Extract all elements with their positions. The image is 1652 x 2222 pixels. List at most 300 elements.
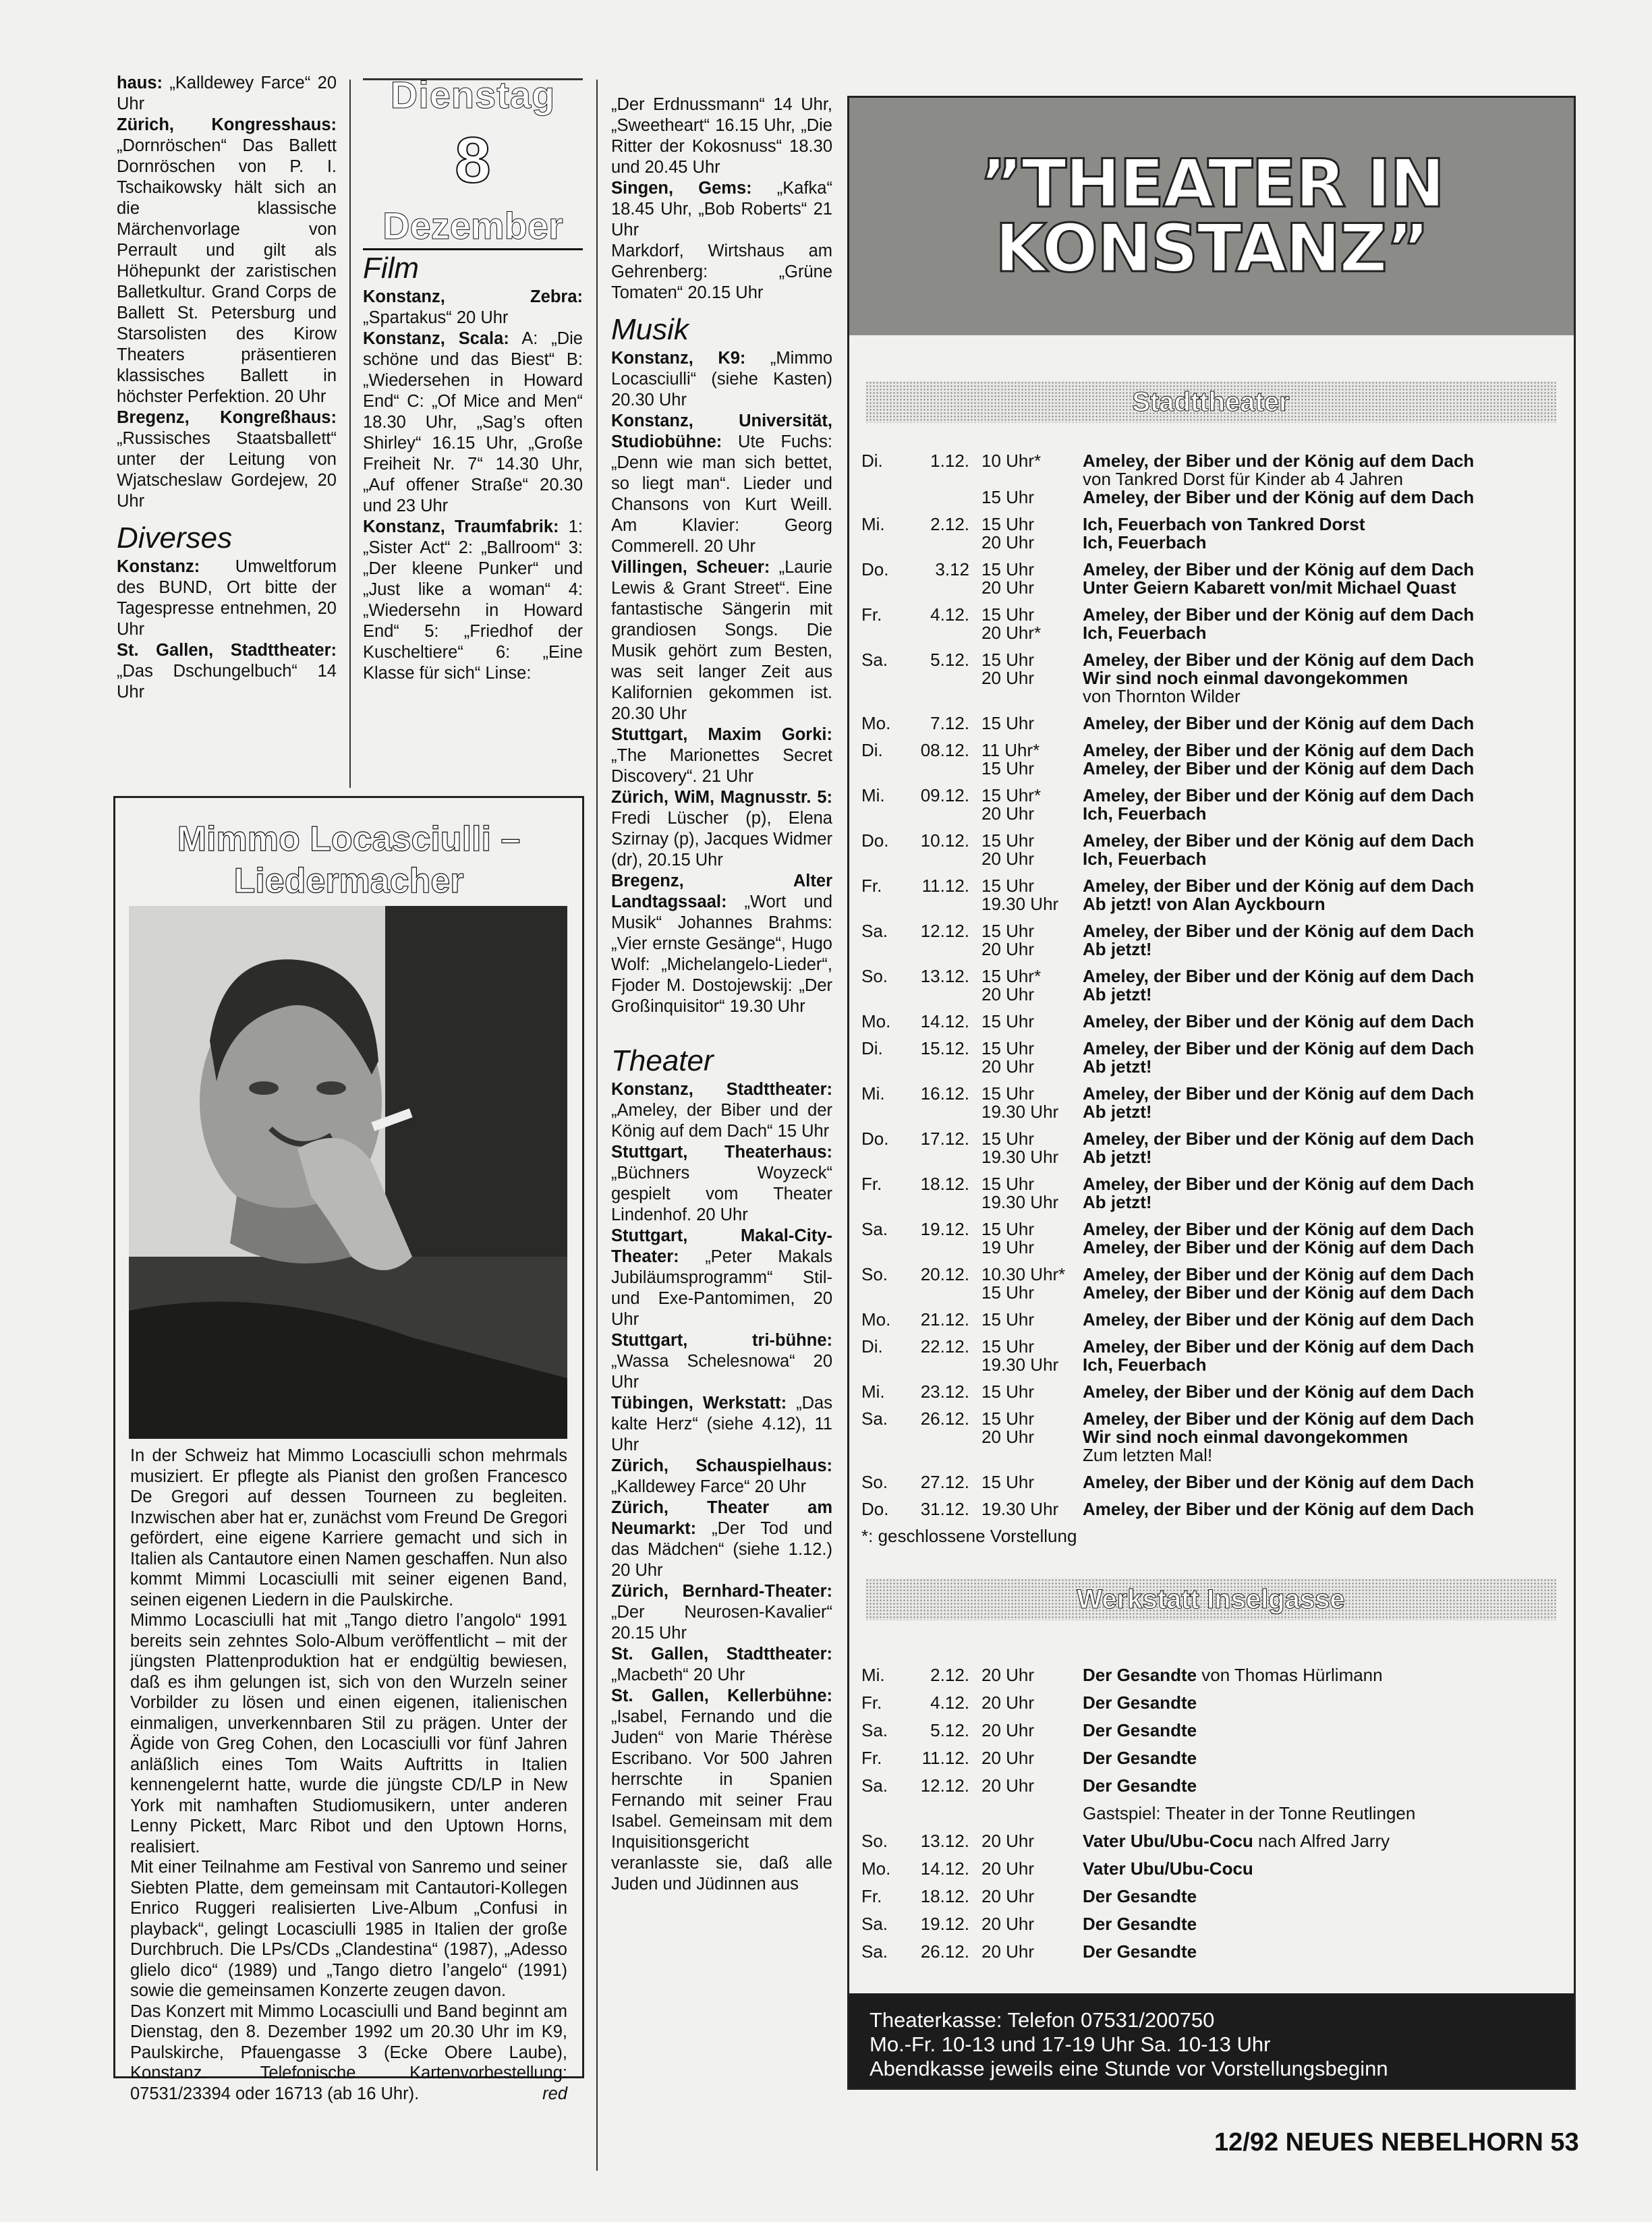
date: 08.12. — [920, 740, 969, 760]
schedule-row — [861, 1721, 1563, 1740]
time: 15 Uhr — [981, 559, 1035, 579]
schedule-row — [861, 1175, 1563, 1193]
listing-entry — [611, 241, 832, 304]
play-title: Ameley, der Biber und der König auf dem Dach — [1083, 1237, 1475, 1257]
evening-box-office: Abendkasse jeweils eine Stunde vor Vorstellungsbeginn — [870, 2057, 1388, 2080]
play-title — [1083, 1694, 1563, 1712]
date: 18.12. — [920, 1174, 969, 1194]
date-weekday: Dienstag — [390, 74, 556, 116]
feature-paragraph: Mimmo Locasciulli hat mit „Tango dietro l’angolo“ 1991 bereits sein zehntes Solo-Album veröffentlicht – mit der jüngsten Plattenproduktion hat er endgültig bewiesen, daß es ihm gelungen ist, sich von den Wurzeln seiner Vorbilder zu lösen und einen eigenen, italienischen einmaligen, unverkennbaren Stil zu prägen. Unter der Ägide von Greg Cohen, den Locasciulli vor fünf Jahren anläßlich eines Tom Waits Auftritts in Italien kennengelernt hatte, wurde die jüngste CD/LP in New York mit namhaften Studiomusikern, unter anderen Lenny Pickett, Marc Ribot und den Uptown Horns, realisiert. — [130, 1611, 567, 1856]
time: 20 Uhr — [981, 577, 1035, 598]
date — [909, 1356, 981, 1374]
date: 16.12. — [920, 1083, 969, 1104]
time: 10.30 Uhr* — [981, 1264, 1066, 1284]
column-rule — [596, 80, 598, 2171]
listing-venue: Stuttgart, Makal-City-Theater: — [611, 1226, 832, 1266]
play-title — [1083, 1721, 1563, 1740]
band-werkstatt — [865, 1578, 1556, 1620]
listing-detail: „Kalldewey Farce“ 20 Uhr — [611, 1477, 807, 1496]
date-day-number: 8 — [455, 124, 491, 196]
listing-entry — [117, 557, 337, 640]
weekday: Sa. — [861, 1775, 888, 1796]
play-name: Der Gesandte — [1083, 1941, 1197, 1962]
listing-entry — [611, 1686, 832, 1895]
schedule-row — [861, 1500, 1563, 1518]
time: 20 Uhr — [981, 1056, 1035, 1077]
listing-entry — [363, 329, 583, 517]
schedule-row — [861, 1860, 1563, 1878]
schedule-day — [861, 515, 1563, 552]
play-title: Ameley, der Biber und der König auf dem Dach — [1083, 1011, 1475, 1031]
time: 15 Uhr — [981, 876, 1035, 896]
theater-box — [847, 96, 1576, 2090]
schedule-day — [861, 877, 1563, 913]
listing-entry — [611, 1456, 832, 1498]
schedule-row — [861, 760, 1563, 778]
listing-entry — [611, 411, 832, 557]
date: 19.12. — [920, 1219, 969, 1239]
weekday — [861, 534, 909, 552]
box-office-phone: Theaterkasse: Telefon 07531/200750 — [870, 2008, 1215, 2032]
listing-detail: Ute Fuchs: „Denn wie man sich bettet, so liegt man“. Lieder und Chansons von Kurt Weill. Am Klavier: Georg Commerell. 20 Uhr — [611, 432, 832, 556]
date: 09.12. — [920, 785, 969, 805]
listing-entry — [363, 287, 583, 329]
schedule-row — [861, 1356, 1563, 1374]
play-title — [1083, 1915, 1563, 1933]
play-name: Der Gesandte — [1083, 1720, 1197, 1740]
listing-entry — [611, 94, 832, 178]
time: 15 Uhr* — [981, 966, 1042, 986]
weekday: So. — [861, 1264, 888, 1284]
time: 20 Uhr — [981, 984, 1035, 1004]
play-title: Ab jetzt! — [1083, 1147, 1152, 1167]
play-name: Vater Ubu/Ubu-Cocu — [1083, 1858, 1253, 1879]
date: 12.12. — [920, 921, 969, 941]
time: 19.30 Uhr — [981, 1499, 1059, 1519]
schedule-row — [861, 470, 1563, 488]
play-title: Ameley, der Biber und der König auf dem Dach — [1083, 1408, 1475, 1429]
listing-detail: „Dornröschen“ Das Ballett Dornröschen von P. I. Tschaikowsky hält sich an die klassische Märchenvorlage von Perrault und gilt als Höhepunkt der zaristischen Balletkultur. Grand Corps de Ballett St. Petersburg und Starsolisten des Kirow Theaters präsentieren klassisches Ballett in höchster Perfektion. 20 Uhr — [117, 136, 337, 406]
schedule-day — [861, 967, 1563, 1004]
time: 15 Uhr — [981, 1282, 1035, 1303]
weekday — [861, 760, 909, 778]
schedule-day — [861, 1013, 1563, 1031]
box-office-footer — [849, 1993, 1574, 2088]
weekday — [861, 470, 909, 488]
time: 15 Uhr — [981, 1174, 1035, 1194]
weekday — [861, 1193, 909, 1212]
time: 20 Uhr — [981, 1858, 1035, 1879]
schedule-row — [861, 967, 1563, 986]
weekday: So. — [861, 1831, 888, 1851]
listing-detail: „Der Tod und das Mädchen“ (siehe 1.12.) 20 Uhr — [611, 1519, 832, 1580]
time: 19.30 Uhr — [981, 1192, 1059, 1212]
play-title — [1083, 1943, 1563, 1961]
play-title: Ameley, der Biber und der König auf dem Dach — [1083, 876, 1475, 896]
listing-entry — [363, 517, 583, 684]
weekday: Mo. — [861, 1011, 891, 1031]
weekday: Fr. — [861, 1174, 882, 1194]
schedule-row — [861, 1428, 1563, 1446]
box-office-hours: Mo.-Fr. 10-13 und 17-19 Uhr Sa. 10-13 Uhr — [870, 2032, 1271, 2056]
play-title — [1083, 1832, 1563, 1850]
schedule-row — [861, 741, 1563, 760]
feature-paragraph: Mit einer Teilnahme am Festival von Sanremo und seiner Siebten Platte, dem gemeinsam mit Cantautori-Kollegen Enrico Ruggeri realisierten Live-Album „Confusi in playback“, gelingt Locasciulli 1985 in Italien der große Durchbruch. Die LPs/CDs „Clandestina“ (1987), „Adesso glielo dico“ (1989) und „Tango dietro l’angelo“ (1991) sowie die gemeinsamen Konzerte zeugen davon. — [130, 1858, 567, 2000]
listing-entry — [117, 73, 337, 115]
listing-detail: „Mimmo Locasciulli“ (siehe Kasten) 20.30 Uhr — [611, 349, 833, 409]
play-title: Ameley, der Biber und der König auf dem Dach — [1083, 1174, 1475, 1194]
time: 20 Uhr — [981, 1886, 1035, 1906]
column-1 — [117, 73, 337, 703]
date: 15.12. — [920, 1038, 969, 1058]
weekday: Mo. — [861, 1858, 891, 1879]
play-title: Ameley, der Biber und der König auf dem Dach — [1083, 830, 1475, 851]
schedule-day — [861, 1175, 1563, 1212]
listing-entry — [611, 1581, 832, 1644]
date: 12.12. — [920, 1775, 969, 1796]
theater-box-title: ”THEATER IN KONSTANZ” — [979, 146, 1444, 287]
date: 4.12. — [930, 1692, 969, 1713]
schedule-day — [861, 452, 1563, 507]
date — [909, 850, 981, 868]
listing-venue: St. Gallen, Kellerbühne: — [611, 1686, 832, 1705]
date-header — [363, 73, 583, 250]
listing-entry — [117, 115, 337, 407]
date — [909, 1103, 981, 1121]
weekday — [861, 1148, 909, 1166]
time: 15 Uhr — [981, 604, 1035, 625]
portrait-photo — [129, 906, 567, 1439]
time: 15 Uhr — [981, 1472, 1035, 1492]
listing-venue: Zürich, Kongresshaus: — [117, 115, 337, 134]
weekday: Mi. — [861, 785, 885, 805]
weekday: Fr. — [861, 1886, 882, 1906]
date: 5.12. — [930, 650, 969, 670]
time — [981, 1804, 1083, 1823]
date — [909, 1058, 981, 1076]
weekday: Fr. — [861, 604, 882, 625]
schedule-row — [861, 1311, 1563, 1329]
time: 20 Uhr — [981, 939, 1035, 959]
play-title: von Thornton Wilder — [1083, 686, 1241, 706]
schedule-row — [861, 1410, 1563, 1428]
schedule-row — [861, 1193, 1563, 1212]
schedule-row — [861, 1103, 1563, 1121]
time: 20 Uhr — [981, 1941, 1035, 1962]
play-name: Der Gesandte — [1083, 1886, 1197, 1906]
listing-detail: „Wort und Musik“ Johannes Brahms: „Vier ernste Gesänge“, Hugo Wolf: „Michelangelo-Lieder“, Fjoder M. Dostojewskij: „Der Großinquisitor“ 19.30 Uhr — [611, 892, 832, 1016]
play-title: Ameley, der Biber und der König auf dem Dach — [1083, 921, 1475, 941]
schedule-row — [861, 1473, 1563, 1491]
date — [909, 687, 981, 706]
time: 20 Uhr — [981, 532, 1035, 552]
date — [909, 488, 981, 507]
schedule-row — [861, 850, 1563, 868]
listing-venue: Zürich, WiM, Magnusstr. 5: — [611, 788, 832, 807]
time — [981, 687, 1083, 706]
section-heading-diverses: Diverses — [117, 521, 233, 554]
date: 14.12. — [920, 1011, 969, 1031]
time — [981, 1446, 1083, 1464]
listing-detail: A: „Die schöne und das Biest“ B: „Wiedersehen in Howard End“ C: „Of Mice and Men“ 18.30 Uhr, „Sag’s often Shirley“ 16.15 Uhr, „Große Freiheit Nr. 7“ 14.30 Uhr, „Auf offener Straße“ 20.30 und 23 Uhr — [363, 329, 583, 515]
date: 26.12. — [920, 1408, 969, 1429]
weekday: Di. — [861, 1038, 883, 1058]
play-name: Vater Ubu/Ubu-Cocu — [1083, 1831, 1253, 1851]
play-title — [1083, 1749, 1563, 1767]
date: 18.12. — [920, 1886, 969, 1906]
listing-venue: St. Gallen, Stadttheater: — [611, 1645, 832, 1663]
play-title: Ameley, der Biber und der König auf dem Dach — [1083, 758, 1475, 778]
schedule-row — [861, 1148, 1563, 1166]
portrait-illustration — [129, 906, 567, 1439]
schedule-row — [861, 1943, 1563, 1961]
listing-venue: Tübingen, Werkstatt: — [611, 1394, 787, 1413]
weekday: So. — [861, 966, 888, 986]
schedule-row — [861, 877, 1563, 895]
schedule-day — [861, 1085, 1563, 1121]
schedule-day — [861, 1265, 1563, 1302]
weekday: Do. — [861, 1129, 889, 1149]
listing-venue: Konstanz, Universität, Studiobühne: — [611, 411, 832, 451]
date — [909, 1193, 981, 1212]
date — [909, 1428, 981, 1446]
date — [909, 669, 981, 687]
date — [909, 986, 981, 1004]
listing-group-musik — [611, 348, 832, 1017]
date: 11.12. — [921, 1748, 969, 1768]
section-heading-film: Film — [363, 252, 420, 285]
schedule-row — [861, 1058, 1563, 1076]
listing-entry — [611, 871, 832, 1017]
date: 13.12. — [920, 1831, 969, 1851]
schedule-werkstatt — [861, 1666, 1563, 1970]
time: 19.30 Uhr — [981, 1147, 1059, 1167]
play-title: Ab jetzt! — [1083, 1102, 1152, 1122]
time: 11 Uhr* — [981, 740, 1040, 760]
play-title: Ich, Feuerbach — [1083, 1355, 1207, 1375]
play-title: Ameley, der Biber und der König auf dem Dach — [1083, 740, 1475, 760]
weekday — [861, 1428, 909, 1446]
listing-entry — [611, 178, 832, 241]
date: 3.12 — [935, 559, 969, 579]
play-title: Ameley, der Biber und der König auf dem Dach — [1083, 1219, 1475, 1239]
weekday — [861, 624, 909, 642]
listing-detail: „The Marionettes Secret Discovery“. 21 Uhr — [611, 746, 832, 786]
time: 20 Uhr — [981, 1775, 1035, 1796]
date — [909, 1238, 981, 1257]
schedule-row — [861, 1085, 1563, 1103]
listing-detail: 1: „Sister Act“ 2: „Ballroom“ 3: „Der kleene Punker“ und „Just like a woman“ 4: „Wiedersehn in Howard End“ 5: „Friedhof der Kuscheltiere“ 6: „Eine Klasse für sich“ Linse: — [363, 517, 583, 683]
play-title: Wir sind noch einmal davongekommen — [1083, 668, 1408, 688]
listing-entry — [611, 1142, 832, 1226]
weekday: Mi. — [861, 1665, 885, 1685]
weekday — [861, 1446, 909, 1464]
schedule-day — [861, 651, 1563, 706]
weekday — [861, 850, 909, 868]
listing-venue: Konstanz, Stadttheater: — [611, 1080, 832, 1099]
weekday — [861, 1284, 909, 1302]
listing-group — [611, 94, 832, 304]
listing-venue: Stuttgart, Theaterhaus: — [611, 1143, 832, 1162]
schedule-stadttheater — [861, 452, 1563, 1545]
date: 27.12. — [920, 1472, 969, 1492]
play-name: Der Gesandte — [1083, 1692, 1197, 1713]
listing-detail: „Wassa Schelesnowa“ 20 Uhr — [611, 1352, 832, 1392]
time: 20 Uhr — [981, 1748, 1035, 1768]
weekday: Sa. — [861, 1219, 888, 1239]
listing-venue: Bregenz, Kongreßhaus: — [117, 408, 337, 427]
date — [909, 1284, 981, 1302]
play-note: nach Alfred Jarry — [1253, 1831, 1390, 1851]
weekday: Do. — [861, 1499, 889, 1519]
play-note: von Thomas Hürlimann — [1197, 1665, 1383, 1685]
play-title: Ameley, der Biber und der König auf dem Dach — [1083, 487, 1475, 507]
schedule-row — [861, 940, 1563, 959]
schedule-row — [861, 986, 1563, 1004]
play-title: Ab jetzt! — [1083, 984, 1152, 1004]
time: 10 Uhr* — [981, 451, 1042, 471]
time: 15 Uhr* — [981, 785, 1042, 805]
play-title: Ameley, der Biber und der König auf dem Dach — [1083, 1309, 1475, 1330]
listing-venue: Singen, Gems: — [611, 179, 752, 198]
play-name: Der Gesandte — [1083, 1748, 1197, 1768]
weekday — [861, 579, 909, 597]
play-title: Ich, Feuerbach — [1083, 849, 1207, 869]
listing-entry — [611, 348, 832, 411]
play-title: Ich, Feuerbach — [1083, 623, 1207, 643]
schedule-row — [861, 1832, 1563, 1850]
weekday: Do. — [861, 559, 889, 579]
schedule-row — [861, 1220, 1563, 1238]
listing-entry — [611, 1393, 832, 1456]
listing-venue: Stuttgart, tri-bühne: — [611, 1331, 832, 1350]
weekday: Di. — [861, 1336, 883, 1357]
listing-venue: Zürich, Theater am Neumarkt: — [611, 1498, 832, 1538]
weekday — [861, 986, 909, 1004]
play-title: Ameley, der Biber und der König auf dem Dach — [1083, 559, 1475, 579]
play-title: Ameley, der Biber und der König auf dem Dach — [1083, 966, 1475, 986]
time: 15 Uhr — [981, 1083, 1035, 1104]
listing-entry — [611, 1079, 832, 1142]
play-title: Ameley, der Biber und der König auf dem Dach — [1083, 1282, 1475, 1303]
date: 17.12. — [920, 1129, 969, 1149]
schedule-row — [861, 832, 1563, 850]
weekday: Fr. — [861, 1748, 882, 1768]
weekday — [861, 1103, 909, 1121]
date: 2.12. — [930, 514, 969, 534]
schedule-row — [861, 561, 1563, 579]
schedule-day — [861, 606, 1563, 642]
play-title: Ameley, der Biber und der König auf dem Dach — [1083, 1336, 1475, 1357]
weekday: Sa. — [861, 921, 888, 941]
play-title: Wir sind noch einmal davongekommen — [1083, 1427, 1408, 1447]
listing-entry — [611, 724, 832, 787]
listing-venue: Konstanz: — [117, 557, 200, 576]
weekday — [861, 687, 909, 706]
time: 15 Uhr — [981, 713, 1035, 733]
theater-box-header — [849, 98, 1574, 335]
schedule-row — [861, 1887, 1563, 1906]
schedule-row — [861, 1915, 1563, 1933]
weekday — [861, 1804, 909, 1823]
schedule-row — [861, 805, 1563, 823]
weekday — [861, 940, 909, 959]
weekday: Di. — [861, 740, 883, 760]
listing-entry — [611, 557, 832, 724]
listing-detail: „Macbeth“ 20 Uhr — [611, 1665, 745, 1684]
time: 15 Uhr — [981, 1219, 1035, 1239]
schedule-day — [861, 1338, 1563, 1374]
date: 5.12. — [930, 1720, 969, 1740]
date: 21.12. — [920, 1309, 969, 1330]
play-title — [1083, 1804, 1563, 1823]
schedule-row — [861, 1777, 1563, 1795]
date: 1.12. — [930, 451, 969, 471]
listing-venue: Konstanz, Traumfabrik: — [363, 517, 559, 536]
weekday: Mi. — [861, 1083, 885, 1104]
schedule-row — [861, 1694, 1563, 1712]
time: 15 Uhr — [981, 1408, 1035, 1429]
time: 15 Uhr — [981, 1129, 1035, 1149]
play-title: Ich, Feuerbach — [1083, 803, 1207, 824]
play-title: Ab jetzt! — [1083, 1192, 1152, 1212]
time: 15 Uhr — [981, 1381, 1035, 1402]
page-footer: 12/92 NEUES NEBELHORN 53 — [1214, 2128, 1579, 2157]
time: 20 Uhr — [981, 1692, 1035, 1713]
schedule-day — [861, 832, 1563, 868]
schedule-row — [861, 669, 1563, 687]
time: 20 Uhr — [981, 668, 1035, 688]
schedule-row — [861, 1749, 1563, 1767]
time: 15 Uhr — [981, 921, 1035, 941]
listing-venue: Zürich, Schauspielhaus: — [611, 1456, 832, 1475]
time: 15 Uhr — [981, 1011, 1035, 1031]
play-name: Der Gesandte — [1083, 1775, 1197, 1796]
play-title: Ab jetzt! — [1083, 1056, 1152, 1077]
listing-entry — [611, 1226, 832, 1330]
weekday: Fr. — [861, 876, 882, 896]
play-title: Ameley, der Biber und der König auf dem Dach — [1083, 785, 1475, 805]
weekday: So. — [861, 1472, 888, 1492]
schedule-row — [861, 1804, 1563, 1823]
play-title: Ab jetzt! — [1083, 939, 1152, 959]
play-title: Ameley, der Biber und der König auf dem Dach — [1083, 1038, 1475, 1058]
schedule-day — [861, 1473, 1563, 1491]
listing-group-film — [363, 287, 583, 684]
date — [909, 895, 981, 913]
feature-paragraph: In der Schweiz hat Mimmo Locasciulli schon mehrmals musiziert. Er pflegte als Pianist den großen Francesco De Gregori auf dessen Tourneen zu begleiten. Inzwischen aber hat er, zunächst vom Freund De Gregori gefördert, eine eigene Karriere gemacht und sich in Italien als Cantautore einen Namen geschaffen. Nun also kommt Mimmi Locasciulli mit seiner eigenen Band, seinen eigenen Liedern in die Paulskirche. — [130, 1446, 567, 1609]
weekday: Mi. — [861, 514, 885, 534]
weekday: Sa. — [861, 1914, 888, 1934]
listing-detail: „Kafka“ 18.45 Uhr, „Bob Roberts“ 21 Uhr — [611, 179, 832, 239]
time: 15 Uhr — [981, 1336, 1035, 1357]
schedule-day — [861, 741, 1563, 778]
date: 11.12. — [921, 876, 969, 896]
date: 13.12. — [920, 966, 969, 986]
date-month: Dezember — [363, 204, 583, 250]
date: 4.12. — [930, 604, 969, 625]
play-title — [1083, 1860, 1563, 1878]
listing-detail: „Spartakus“ 20 Uhr — [363, 308, 509, 327]
date: 26.12. — [920, 1941, 969, 1962]
time: 20 Uhr — [981, 1720, 1035, 1740]
listing-entry — [611, 1330, 832, 1393]
schedule-day — [861, 1383, 1563, 1401]
column-3 — [611, 94, 832, 1895]
schedule-row — [861, 624, 1563, 642]
date: 7.12. — [930, 713, 969, 733]
footnote: *: geschlossene Vorstellung — [861, 1526, 1077, 1546]
